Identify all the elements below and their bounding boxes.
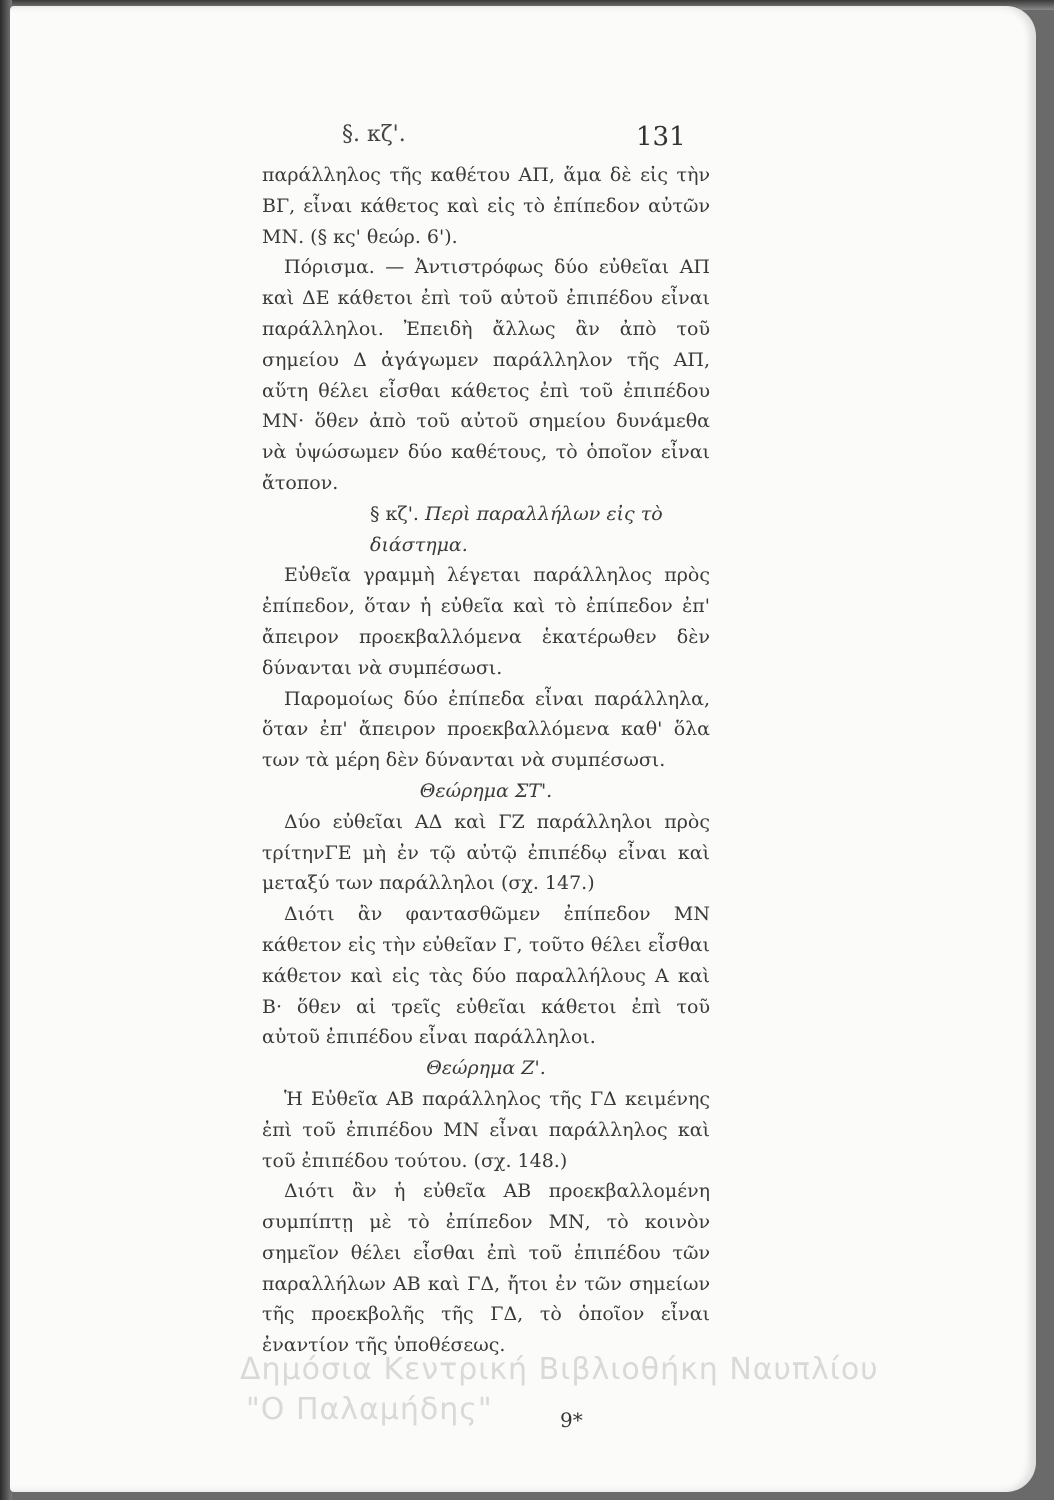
theorem-6-title: Θεώρημα ΣΤ'. (419, 779, 553, 802)
watermark-line-1: Δημόσια Κεντρική Βιβλιοθήκη Ναυπλίου (240, 1352, 879, 1387)
signature-mark: 9* (560, 1408, 583, 1432)
page-header (0, 122, 1054, 162)
theorem-7-title: Θεώρημα Ζ'. (426, 1057, 546, 1080)
watermark-line-2: "Ο Παλαμήδης" (246, 1392, 493, 1427)
theorem-6-proof: Διότι ἂν φαντασθῶμεν ἐπίπεδον ΜΝ κάθετον εἰς τὴν εὐθεῖαν Γ, τοῦτο θέλει εἶσθαι κάθετον καὶ εἰς τὰς δύο παραλλήλους Α καὶ Β· ὅθεν αἱ τρεῖς εὐθεῖαι κάθετοι ἐπὶ τοῦ αὐτοῦ ἐπιπέδου εἶναι παράλληλοι. (262, 903, 710, 1049)
paragraph-1: παράλληλος τῆς καθέτου ΑΠ, ἅμα δὲ εἰς τὴν ΒΓ, εἶναι κάθετος καὶ εἰς τὸ ἐπίπεδον αὐτῶν ΜΝ. (§ κς' θεώρ. 6'). (262, 164, 710, 248)
paragraph-definition-line: Εὐθεῖα γραμμὴ λέγεται παράλληλος πρὸς ἐπίπεδον, ὅταν ἡ εὐθεῖα καὶ τὸ ἐπίπεδον ἐπ' ἄπειρον προεκβαλλόμενα ἑκατέρωθεν δὲν δύνανται νὰ συμπέσωσι. (262, 564, 710, 679)
page-number: 131 (636, 122, 686, 152)
body-text (262, 160, 710, 1361)
theorem-6-statement: Δύο εὐθεῖαι ΑΔ καὶ ΓΖ παράλληλοι πρὸς τρίτηνΓΕ μὴ ἐν τῷ αὐτῷ ἐπιπέδῳ εἶναι καὶ μεταξύ των παράλληλοι (σχ. 147.) (262, 810, 710, 895)
section-title: Περὶ παραλλήλων εἰς τὸ διάστημα. (370, 502, 663, 556)
theorem-7-statement: Ἡ Εὐθεῖα ΑΒ παράλληλος τῆς ΓΔ κειμένης ἐπὶ τοῦ ἐπιπέδου ΜΝ εἶναι παράλληλος καὶ τοῦ ἐπιπέδου τούτου. (σχ. 148.) (262, 1087, 710, 1172)
paragraph-corollary: Πόρισμα. — Ἀντιστρόφως δύο εὐθεῖαι ΑΠ καὶ ΔΕ κάθετοι ἐπὶ τοῦ αὐτοῦ ἐπιπέδου εἶναι παράλληλοι. Ἐπειδὴ ἄλλως ἂν ἀπὸ τοῦ σημείου Δ ἀγάγωμεν παράλληλον τῆς ΑΠ, αὕτη θέλει εἶσθαι κάθετος ἐπὶ τοῦ ἐπιπέδου ΜΝ· ὅθεν ἀπὸ τοῦ αὐτοῦ σημείου δυνάμεθα νὰ ὑψώσωμεν δύο καθέτους, τὸ ὁποῖον εἶναι ἄτοπον. (262, 256, 710, 494)
running-head-section: §. κζ'. (342, 122, 406, 147)
library-watermark (240, 1350, 1040, 1430)
section-heading (262, 499, 710, 561)
theorem-7-proof: Διότι ἂν ἡ εὐθεῖα ΑΒ προεκβαλλομένη συμπίπτῃ μὲ τὸ ἐπίπεδον ΜΝ, τὸ κοινὸν σημεῖον θέλει εἶσθαι ἐπὶ τοῦ ἐπιπέδου τῶν παραλλήλων ΑΒ καὶ ΓΔ, ἤτοι ἐν τῶν σημείων τῆς προεκβολῆς τῆς ΓΔ, τὸ ὁποῖον εἶναι ἐναντίον τῆς ὑποθέσεως. (262, 1180, 710, 1357)
paragraph-definition-planes: Παρομοίως δύο ἐπίπεδα εἶναι παράλληλα, ὅταν ἐπ' ἄπειρον προεκβαλλόμενα καθ' ὅλα των τὰ μέρη δὲν δύνανται νὰ συμπέσωσι. (262, 687, 710, 772)
section-number: § κζ'. (370, 502, 419, 525)
